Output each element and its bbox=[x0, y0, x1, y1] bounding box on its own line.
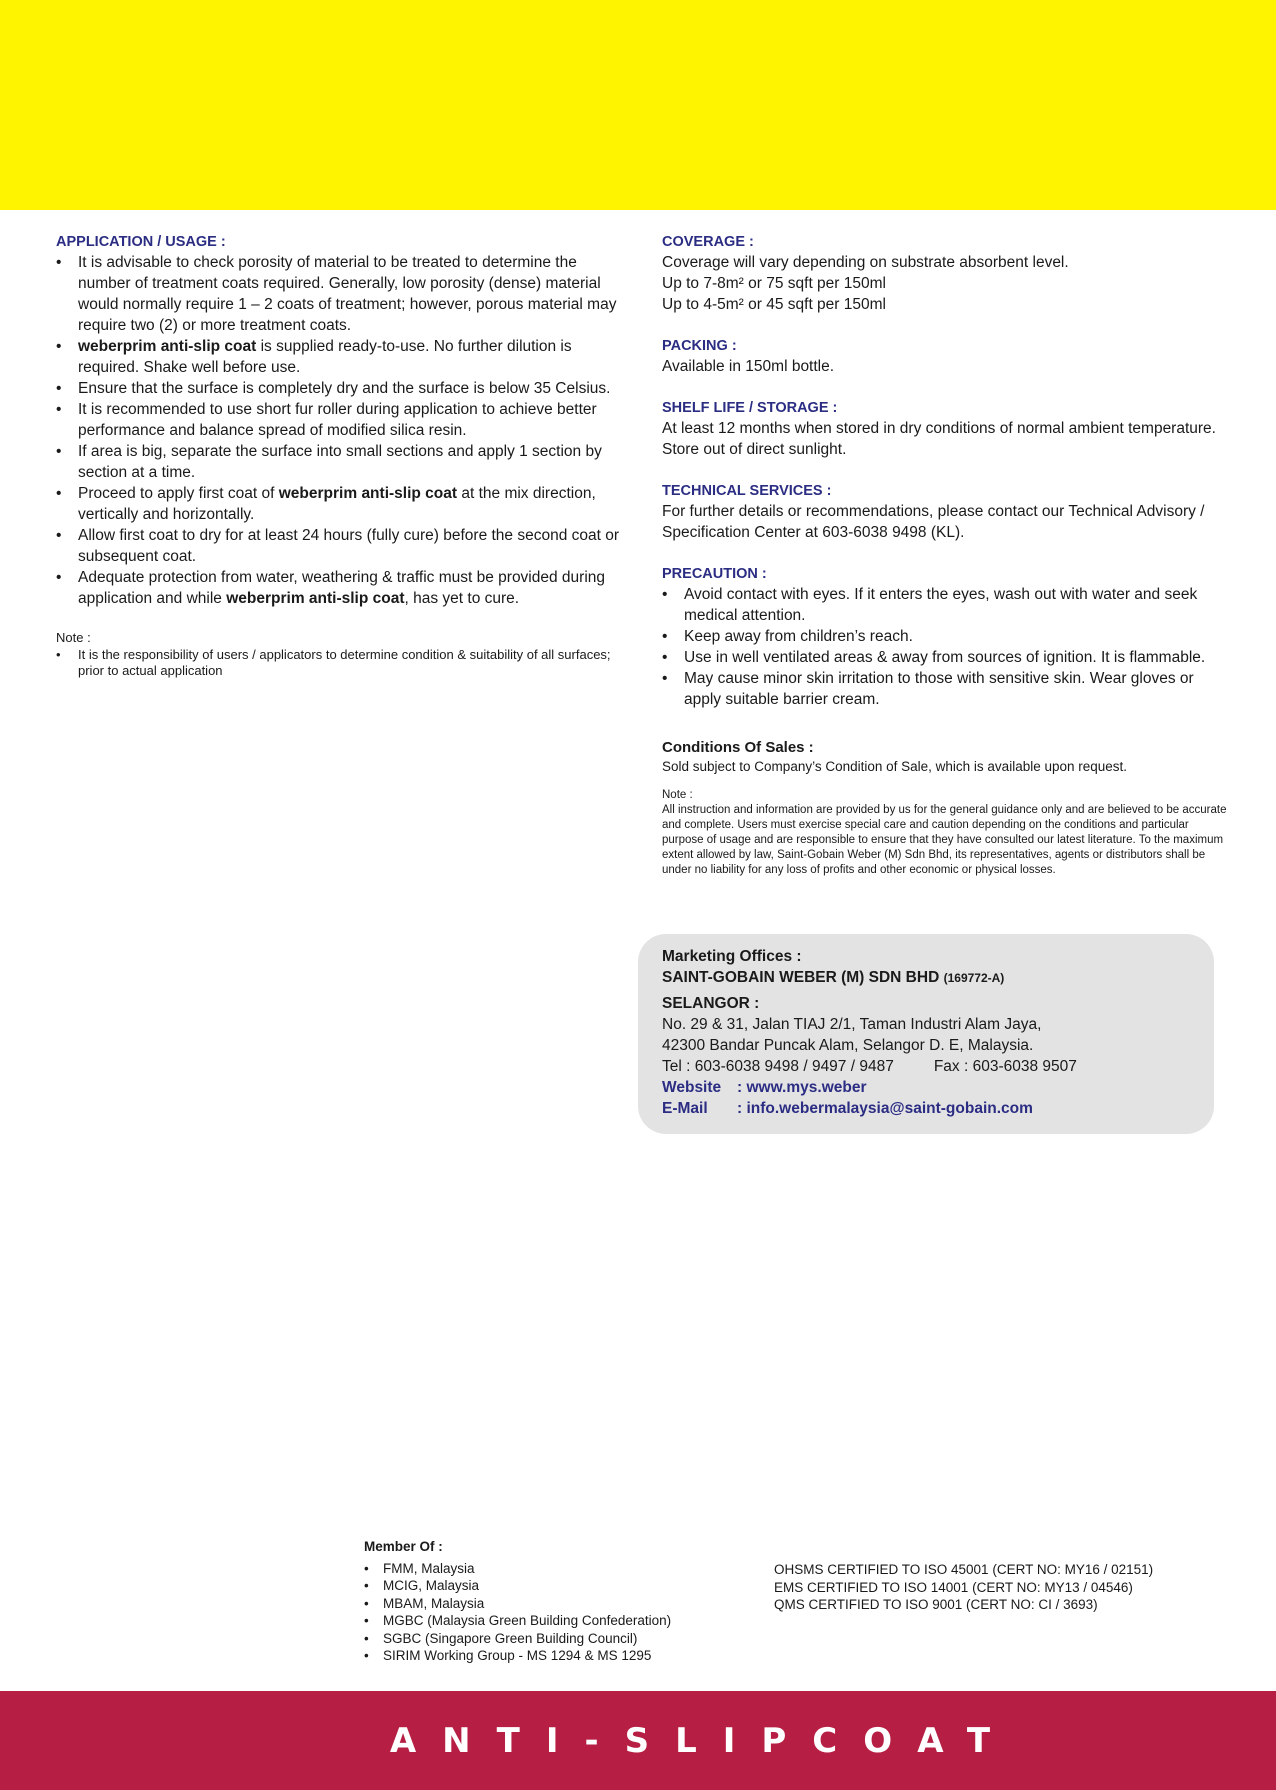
packing-text: Available in 150ml bottle. bbox=[662, 358, 835, 375]
list-item: • Proceed to apply first coat of weberprim anti-slip coat at the mix direction, vertically and horizontally. bbox=[56, 483, 626, 525]
membership-list bbox=[364, 1560, 744, 1665]
company-reg-no: (169772-A) bbox=[943, 971, 1005, 985]
list-item: • MBAM, Malaysia bbox=[364, 1595, 744, 1613]
list-item: • Allow first coat to dry for at least 24 hours (fully cure) before the second coat or subsequent coat. bbox=[56, 525, 626, 567]
precaution-list bbox=[662, 584, 1232, 710]
office-heading: Marketing Offices : bbox=[662, 948, 802, 965]
website-label: Website bbox=[662, 1079, 722, 1096]
certification-line: QMS CERTIFIED TO ISO 9001 (CERT NO: CI / 3693) bbox=[774, 1597, 1098, 1612]
list-item: • If area is big, separate the surface into small sections and apply 1 section by section at a time. bbox=[56, 441, 626, 483]
application-list bbox=[56, 252, 626, 609]
address-line-1: No. 29 & 31, Jalan TIAJ 2/1, Taman Industri Alam Jaya, bbox=[662, 1016, 1042, 1033]
technical-section bbox=[662, 481, 1232, 543]
application-note-label: Note : bbox=[56, 630, 91, 645]
address-line-2: 42300 Bandar Puncak Alam, Selangor D. E, Malaysia. bbox=[662, 1037, 1034, 1054]
coverage-line: Up to 4-5m² or 45 sqft per 150ml bbox=[662, 296, 886, 313]
list-item: • Adequate protection from water, weathering & traffic must be provided during application and while weberprim anti-slip coat, has yet to cure. bbox=[56, 567, 626, 609]
list-item: • It is recommended to use short fur roller during application to achieve better performance and balance spread of modified silica resin. bbox=[56, 399, 626, 441]
precaution-section bbox=[662, 564, 1232, 710]
right-column bbox=[662, 232, 1232, 878]
marketing-office-box bbox=[638, 934, 1214, 1134]
certification-line: OHSMS CERTIFIED TO ISO 45001 (CERT NO: MY16 / 02151) bbox=[774, 1562, 1154, 1577]
website-row bbox=[662, 1077, 1190, 1098]
website-link[interactable]: : www.mys.weber bbox=[737, 1079, 867, 1096]
footer-band bbox=[0, 1691, 1276, 1790]
list-item: • Use in well ventilated areas & away from sources of ignition. It is flammable. bbox=[662, 647, 1232, 668]
conditions-note-text: All instruction and information are provided by us for the general guidance only and are believed to be accurate and complete. Users must exercise special care and caution depending on the conditions and particular purpose of usage and are responsible to ensure that they have consulted our latest literature. To the maximum extent allowed by law, Saint-Gobain Weber (M) Sdn Bhd, its representatives, agents or distributors shall be under no liability for any loss of profits and other economic or physical losses. bbox=[662, 804, 1227, 876]
membership-heading: Member Of : bbox=[364, 1539, 443, 1554]
packing-heading: PACKING : bbox=[662, 338, 737, 354]
fax: Fax : 603-6038 9507 bbox=[933, 1058, 1077, 1075]
email-row bbox=[662, 1098, 1190, 1119]
list-item: • MGBC (Malaysia Green Building Confederation) bbox=[364, 1612, 744, 1630]
list-item: • SIRIM Working Group - MS 1294 & MS 1295 bbox=[364, 1647, 744, 1665]
list-item: • It is the responsibility of users / applicators to determine condition & suitability of all surfaces; prior to actual application bbox=[56, 647, 626, 679]
email-label: E-Mail bbox=[662, 1100, 708, 1117]
shelf-life-heading: SHELF LIFE / STORAGE : bbox=[662, 400, 838, 416]
application-heading: APPLICATION / USAGE : bbox=[56, 234, 226, 250]
coverage-line: Up to 7-8m² or 75 sqft per 150ml bbox=[662, 275, 886, 292]
left-column bbox=[56, 232, 626, 679]
technical-text: For further details or recommendations, please contact our Technical Advisory / Specification Center at 603-6038 9498 (KL). bbox=[662, 503, 1205, 541]
coverage-heading: COVERAGE : bbox=[662, 234, 754, 250]
list-item: • May cause minor skin irritation to those with sensitive skin. Wear gloves or apply suitable barrier cream. bbox=[662, 668, 1232, 710]
list-item: • Ensure that the surface is completely dry and the surface is below 35 Celsius. bbox=[56, 378, 626, 399]
company-line bbox=[662, 967, 1190, 989]
telephone: Tel : 603-6038 9498 / 9497 / 9487 bbox=[662, 1058, 894, 1075]
conditions-text: Sold subject to Company’s Condition of Sale, which is available upon request. bbox=[662, 759, 1128, 774]
application-note-list bbox=[56, 647, 626, 679]
membership-section bbox=[364, 1538, 744, 1665]
list-item: • It is advisable to check porosity of material to be treated to determine the number of treatment coats required. Generally, low porosity (dense) material would normally require 1 – 2 coats of treatment; however, porous material may require two (2) or more treatment coats. bbox=[56, 252, 626, 336]
shelf-life-text: At least 12 months when stored in dry conditions of normal ambient temperature. Store out of direct sunlight. bbox=[662, 420, 1216, 458]
technical-heading: TECHNICAL SERVICES : bbox=[662, 483, 832, 499]
list-item: • MCIG, Malaysia bbox=[364, 1577, 744, 1595]
certifications bbox=[774, 1561, 1234, 1614]
phone-row bbox=[662, 1056, 1190, 1077]
conditions-note-label: Note : bbox=[662, 789, 693, 801]
list-item: • Avoid contact with eyes. If it enters the eyes, wash out with water and seek medical attention. bbox=[662, 584, 1232, 626]
office-region: SELANGOR : bbox=[662, 995, 760, 1012]
top-banner bbox=[0, 0, 1276, 210]
precaution-heading: PRECAUTION : bbox=[662, 566, 767, 582]
shelf-life-section bbox=[662, 398, 1232, 460]
packing-section bbox=[662, 336, 1232, 377]
email-link[interactable]: : info.webermalaysia@saint-gobain.com bbox=[737, 1100, 1033, 1117]
list-item: • FMM, Malaysia bbox=[364, 1560, 744, 1578]
company-name: SAINT-GOBAIN WEBER (M) SDN BHD bbox=[662, 969, 940, 986]
conditions-heading: Conditions Of Sales : bbox=[662, 739, 814, 756]
coverage-section bbox=[662, 232, 1232, 315]
list-item: • weberprim anti-slip coat is supplied ready-to-use. No further dilution is required. Shake well before use. bbox=[56, 336, 626, 378]
product-name: ANTI-SLIPCOAT bbox=[389, 1720, 1017, 1761]
coverage-line: Coverage will vary depending on substrate absorbent level. bbox=[662, 254, 1069, 271]
certification-line: EMS CERTIFIED TO ISO 14001 (CERT NO: MY13 / 04546) bbox=[774, 1579, 1133, 1595]
list-item: • Keep away from children’s reach. bbox=[662, 626, 1232, 647]
list-item: • SGBC (Singapore Green Building Council) bbox=[364, 1630, 744, 1648]
